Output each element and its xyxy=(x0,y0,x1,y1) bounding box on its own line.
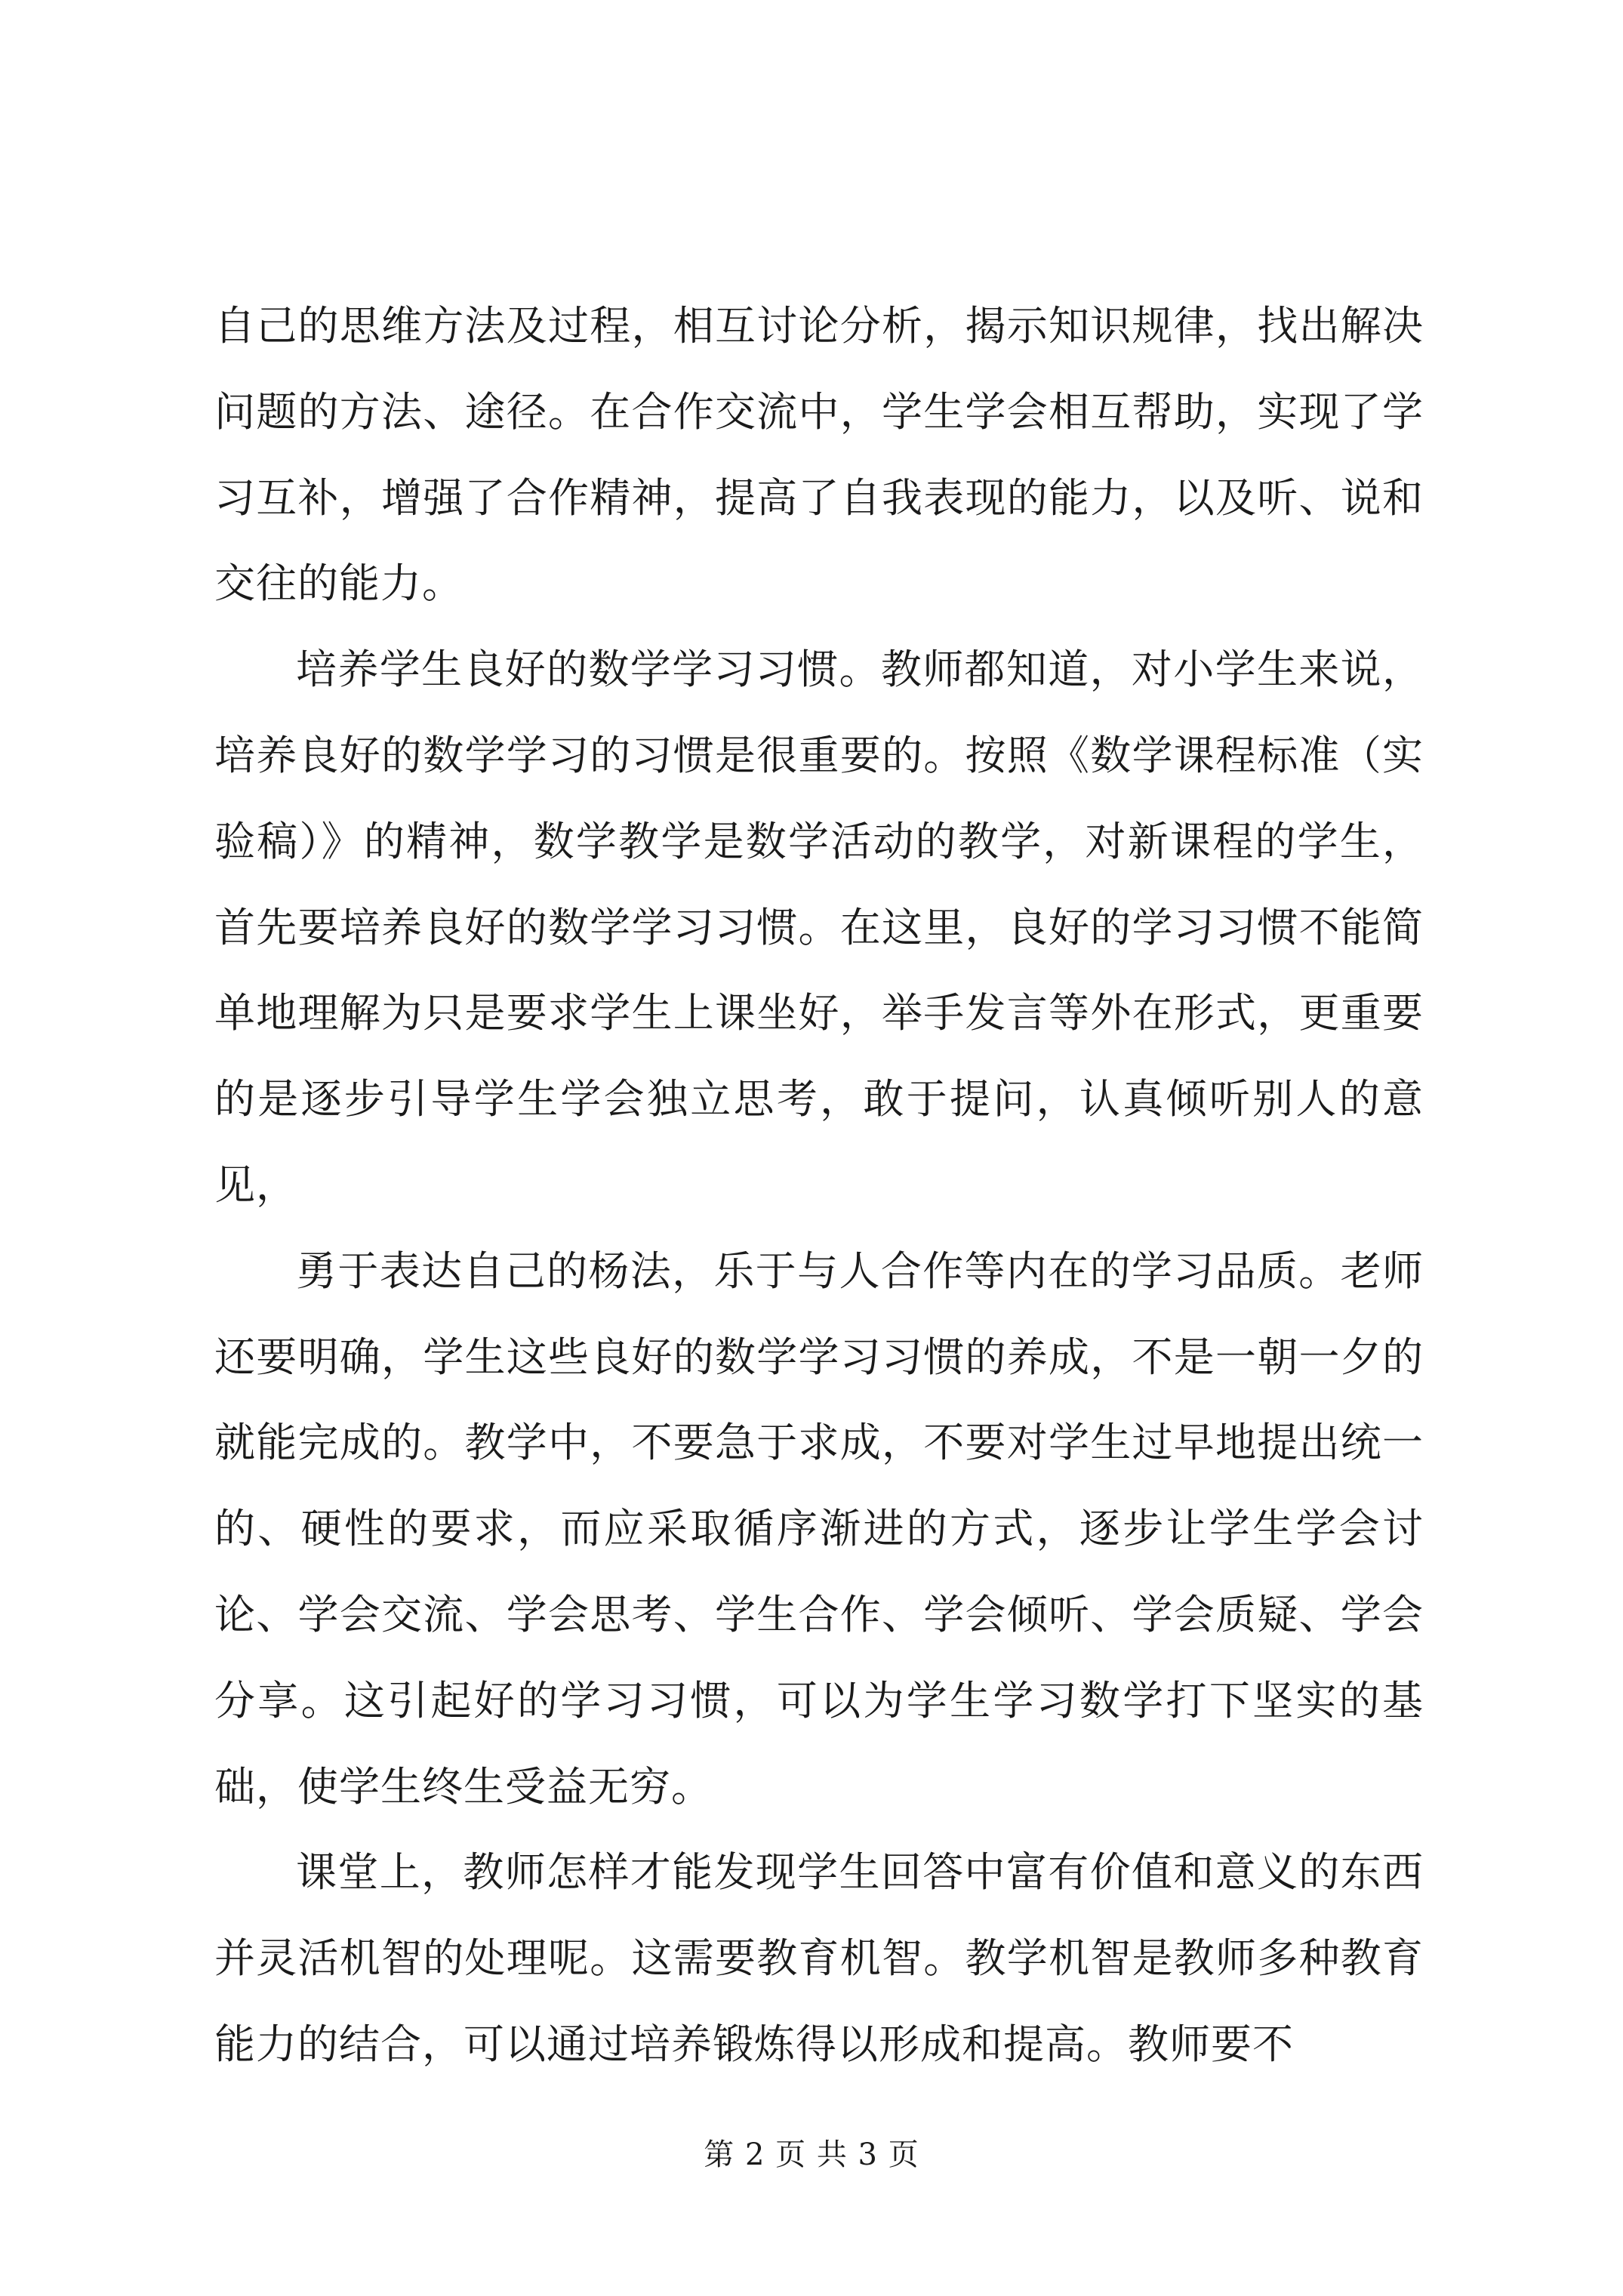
paragraph-1: 自己的思维方法及过程，相互讨论分析，揭示知识规律，找出解决问题的方法、途径。在合作交流中，学生学会相互帮助，实现了学习互补，增强了合作精神，提高了自我表现的能力，以及听、说和交往的能力。 xyxy=(214,302,1424,608)
document-body xyxy=(214,283,1424,2088)
paragraph-3: 勇于表达自己的杨法，乐于与人合作等内在的学习品质。老师还要明确，学生这些良好的数学学习习惯的养成，不是一朝一夕的就能完成的。教学中，不要急于求成，不要对学生过早地提出统一的、硬性的要求，而应采取循序渐进的方式，逐步让学生学会讨论、学会交流、学会思考、学生合作、学会倾听、学会质疑、学会分享。这引起好的学习习惯，可以为学生学习数学打下坚实的基础，使学生终生受益无穷。 xyxy=(214,1247,1424,1811)
paragraph-2: 培养学生良好的数学学习习惯。教师都知道，对小学生来说，培养良好的数学学习的习惯是很重要的。按照《数学课程标准（实验稿）》的精神，数学教学是数学活动的教学，对新课程的学生，首先要培养良好的数学学习习惯。在这里，良好的学习习惯不能简单地理解为只是要求学生上课坐好，举手发言等外在形式，更重要的是逐步引导学生学会独立思考，敢于提问，认真倾听别人的意见， xyxy=(214,646,1424,1209)
paragraph-4: 课堂上，教师怎样才能发现学生回答中富有价值和意义的东西并灵活机智的处理呢。这需要教育机智。教学机智是教师多种教育能力的结合，可以通过培养锻炼得以形成和提高。教师要不 xyxy=(214,1848,1424,2068)
page-number-footer: 第 2 页 共 3 页 xyxy=(704,2137,919,2172)
